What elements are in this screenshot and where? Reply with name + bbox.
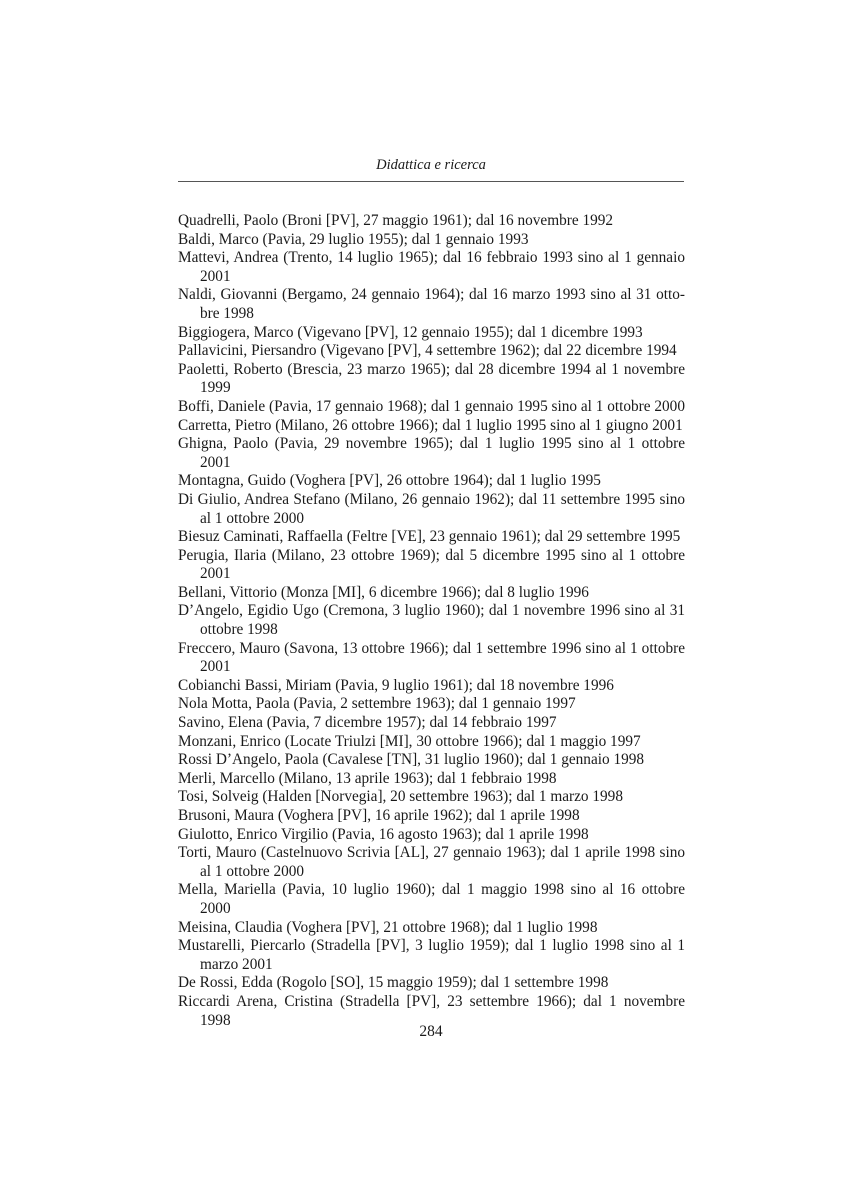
list-item: Perugia, Ilaria (Milano, 23 ottobre 1969); dal 5 dicembre 1995 sino al 1 ottobre 2001: [178, 546, 685, 583]
list-item: Brusoni, Maura (Voghera [PV], 16 aprile 1962); dal 1 aprile 1998: [178, 807, 580, 824]
list-item: Quadrelli, Paolo (Broni [PV], 27 maggio 1961); dal 16 novembre 1992: [178, 212, 614, 229]
list-item: De Rossi, Edda (Rogolo [SO], 15 maggio 1959); dal 1 settembre 1998: [178, 974, 609, 992]
list-item: Carretta, Pietro (Milano, 26 ottobre 1966); dal 1 luglio 1995 sino al 1 giugno 2001: [178, 416, 683, 434]
list-item: Mella, Mariella (Pavia, 10 luglio 1960); dal 1 maggio 1998 sino al 16 ottobre 2000: [178, 881, 685, 917]
list-item: Biesuz Caminati, Raffaella (Feltre [VE], 23 gennaio 1961); dal 29 settembre 1995: [178, 528, 681, 546]
list-item: Biggiogera, Marco (Vigevano [PV], 12 gennaio 1955); dal 1 dicembre 1993: [178, 323, 643, 341]
list-item: Tosi, Solveig (Halden [Norvegia], 20 settembre 1963); dal 1 marzo 1998: [178, 788, 623, 806]
running-header-title: Didattica e ricerca: [376, 157, 486, 173]
list-item: Merli, Marcello (Milano, 13 aprile 1963); dal 1 febbraio 1998: [178, 769, 557, 787]
list-item: Giulotto, Enrico Virgilio (Pavia, 16 agosto 1963); dal 1 aprile 1998: [178, 825, 589, 843]
running-header: [178, 155, 684, 182]
list-item: Naldi, Giovanni (Bergamo, 24 gennaio 1964); dal 16 marzo 1993 sino al 31 ottobre 1998: [178, 286, 685, 322]
page-number: 284: [419, 1023, 443, 1040]
list-item: Nola Motta, Paola (Pavia, 2 settembre 1963); dal 1 gennaio 1997: [178, 695, 576, 713]
list-item: D’Angelo, Egidio Ugo (Cremona, 3 luglio 1960); dal 1 novembre 1996 sino al 31 ottobre 1998: [178, 602, 685, 639]
list-item: Riccardi Arena, Cristina (Stradella [PV], 23 settembre 1966); dal 1 novembre 1998: [178, 992, 685, 1029]
faculty-list: [178, 212, 685, 1030]
list-item: Monzani, Enrico (Locate Triulzi [MI], 30 ottobre 1966); dal 1 maggio 1997: [178, 732, 641, 750]
list-item: Mattevi, Andrea (Trento, 14 luglio 1965); dal 16 febbraio 1993 sino al 1 gennaio 2001: [178, 249, 685, 285]
list-item: Torti, Mauro (Castelnuovo Scrivia [AL], 27 gennaio 1963); dal 1 aprile 1998 sino al 1 ottobre 2000: [178, 844, 685, 880]
list-item: Baldi, Marco (Pavia, 29 luglio 1955); dal 1 gennaio 1993: [178, 230, 529, 248]
list-item: Meisina, Claudia (Voghera [PV], 21 ottobre 1968); dal 1 luglio 1998: [178, 918, 598, 936]
list-item: Boffi, Daniele (Pavia, 17 gennaio 1968); dal 1 gennaio 1995 sino al 1 ottobre 2000: [178, 397, 685, 415]
list-item: Rossi D’Angelo, Paola (Cavalese [TN], 31 luglio 1960); dal 1 gennaio 1998: [178, 751, 645, 769]
list-item: Savino, Elena (Pavia, 7 dicembre 1957); dal 14 febbraio 1997: [178, 714, 557, 732]
list-item: Montagna, Guido (Voghera [PV], 26 ottobre 1964); dal 1 luglio 1995: [178, 472, 601, 490]
list-item: Cobianchi Bassi, Miriam (Pavia, 9 luglio 1961); dal 18 novembre 1996: [178, 676, 614, 694]
list-item: Paoletti, Roberto (Brescia, 23 marzo 1965); dal 28 dicembre 1994 al 1 novembre 1999: [178, 360, 685, 397]
list-item: Mustarelli, Piercarlo (Stradella [PV], 3 luglio 1959); dal 1 luglio 1998 sino al 1 marzo 2001: [178, 937, 685, 973]
list-item: Di Giulio, Andrea Stefano (Milano, 26 gennaio 1962); dal 11 settembre 1995 sino al 1 ottobre 2000: [178, 490, 685, 527]
list-item: Freccero, Mauro (Savona, 13 ottobre 1966); dal 1 settembre 1996 sino al 1 ottobre 2001: [178, 639, 685, 676]
list-item: Ghigna, Paolo (Pavia, 29 novembre 1965); dal 1 luglio 1995 sino al 1 ottobre 2001: [178, 435, 685, 471]
list-item: Bellani, Vittorio (Monza [MI], 6 dicembre 1966); dal 8 luglio 1996: [178, 583, 589, 601]
list-item: Pallavicini, Piersandro (Vigevano [PV], 4 settembre 1962); dal 22 dicembre 1994: [178, 342, 677, 360]
